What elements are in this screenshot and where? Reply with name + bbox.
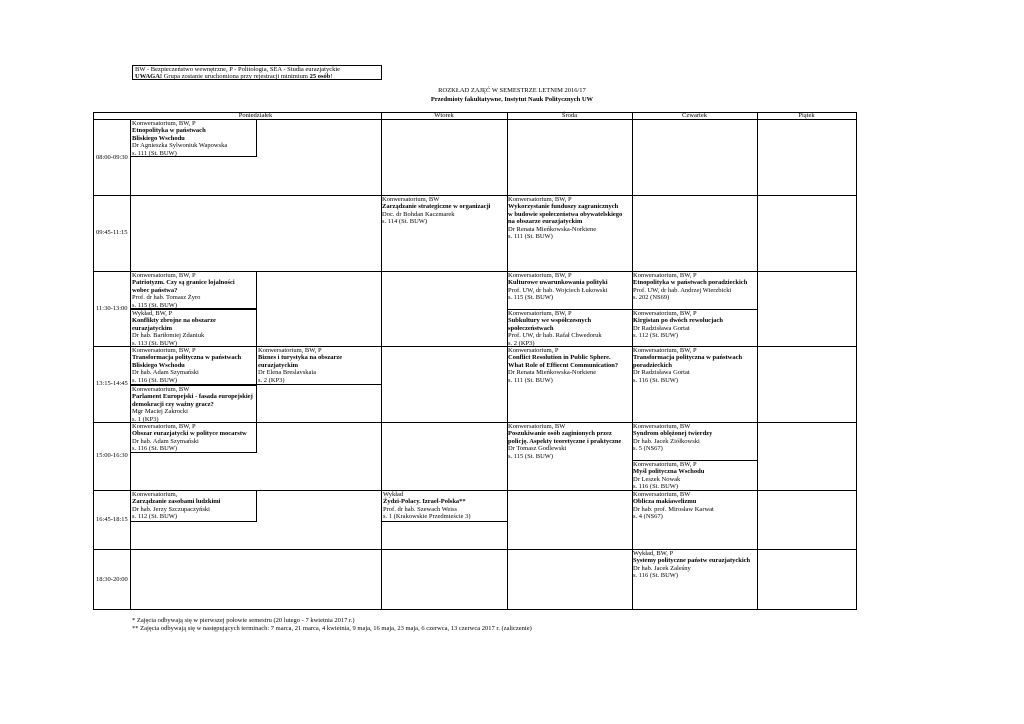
time-slot-5: 15:00-16:30	[96, 452, 128, 459]
class-entry: Konwersatorium, BW Oblicza makiawelizmu Dr hab. prof. Mirosław Karwat s. 4 (NS67)	[633, 491, 714, 521]
header-tuesday: Wtorek	[434, 112, 454, 119]
class-entry: Konwersatorium, BW Poszukiwanie osób zaginionych przez policję. Aspekty teoretyczne i praktyczne Dr Tomasz Godlewski s. 115 (St. BUW)	[508, 423, 622, 460]
class-entry: Konwersatorium, BW, P Kirgistan po dwóch rewolucjach Dr Radzisława Gortat s. 112 (St. BUW)	[633, 310, 723, 340]
page-subtitle: Przedmioty fakultatywne, Instytut Nauk Politycznych UW	[430, 96, 594, 103]
class-entry: Konwersatorium, BW Zarządzanie strategiczne w organizacji Doc. dr Bohdan Kaczmarek s. 114 (St. BUW)	[382, 196, 491, 226]
class-entry: Konwersatorium, BW, P Wykorzystanie funduszy zagranicznych w budowie społeczeństwa obywatelskiego na obszarze eurazjatyckim Dr Renata Mieńkowska-Norkiene s. 111 (St. BUW)	[508, 196, 623, 241]
header-friday: Piątek	[798, 112, 815, 119]
time-slot-6: 16:45-18:15	[96, 516, 128, 523]
class-entry: Konwersatorium, BW, P Etnopolityka w państwach Bliskiego Wschodu Dr Agnieszka Sylwoniuk Wapowska s. 111 (St. BUW)	[132, 120, 228, 157]
header-wednesday: Środa	[561, 112, 578, 119]
class-entry: Konwersatorium, BW, P Subkultury we współczesnych społeczeństwach Prof. UW, dr hab. Rafał Chwedoruk s. 2 (KP3)	[508, 310, 602, 347]
time-slot-7: 18:30-20:00	[96, 576, 128, 583]
class-entry: Wykład Żydzi-Polacy. Izrael-Polska** Prof. dr hab. Szewach Weiss s. 1 (Krakowskie Przedmieście 3)	[383, 491, 471, 521]
class-entry: Konwersatorium, BW, P Myśl polityczna Wschodu Dr Leszek Nowak s. 116 (St. BUW)	[633, 461, 705, 491]
class-entry: Konwersatorium, BW, P Biznes i turystyka na obszarze eurazjatyckim Dr Elena Breslavskaia s. 2 (KP3)	[258, 347, 343, 384]
class-entry: Konwersatorium, BW, P Patriotyzm. Czy są granice lojalności wobec państwa? Prof. dr hab. Tomasz Żyro s. 115 (St. BUW)	[132, 272, 235, 309]
legend-box	[132, 65, 382, 80]
class-entry: Konwersatorium, BW Syndrom oblężonej twierdzy Dr hab. Jacek Ziółkowski s. 5 (NS67)	[633, 423, 713, 453]
legend-line-2: UWAGA! Grupa zostanie uruchomiona przy rejestracji minimium 25 osób!	[135, 73, 333, 81]
time-slot-2: 09:45-11:15	[96, 229, 128, 236]
time-slot-4: 13:15-14:45	[96, 380, 128, 387]
class-entry: Wykład, BW, P Systemy polityczne państw eurazjatyckich Dr hab. Jacek Zaleśny s. 116 (St. BUW)	[633, 550, 751, 580]
time-slot-1: 08:00-09:30	[96, 154, 128, 161]
legend-warning: UWAGA!	[135, 73, 163, 81]
class-entry: Konwersatorium, BW, P Obszar eurazjatycki w polityce mocarstw Dr hab. Adam Szymański s. 116 (St. BUW)	[132, 423, 247, 453]
class-entry: Konwersatorium, BW Parlament Europejski - fasada europejskiej demokracji czy ważny gracz? Mgr Maciej Zakrocki s. 1 (KP3)	[132, 386, 253, 423]
class-entry: Konwersatorium, P Conflict Resolution in Public Sphere. What Role of Effiecnt Communication? Dr Renata Mieńkowska-Norkiene s. 111 (St. BUW)	[508, 347, 619, 384]
time-slot-3: 11:30-13:00	[96, 305, 128, 312]
footnote-1: * Zajęcia odbywają się w pierwszej połowie semestru (20 lutego - 7 kwietnia 2017 r.)	[132, 617, 355, 624]
header-monday: Poniedziałek	[238, 112, 273, 119]
class-entry: Wykład, BW, P Konflikty zbrojne na obszarze eurazjatyckim Dr hab. Bartłomiej Zdaniuk s. 113 (St. BUW)	[132, 310, 216, 347]
class-entry: Konwersatorium, BW, P Kulturowe uwarunkowania polityki Prof. UW, dr hab. Wojciech Łukowski s. 115 (St. BUW)	[508, 272, 608, 302]
class-entry: Konwersatorium, BW, P Etnopolityka w państwach poradzieckich Prof. UW, dr hab. Andrzej Wierzbicki s. 202 (NS69)	[633, 272, 748, 302]
header-thursday: Czwartek	[682, 112, 707, 119]
class-entry: Konwersatorium, Zarządzanie zasobami ludzkimi Dr hab. Jerzy Szczupaczyński s. 112 (St. BUW)	[132, 491, 221, 521]
footnote-2: ** Zajęcia odbywają się w następujących terminach: 7 marca, 21 marca, 4 kwietnia, 9 maja, 16 maja, 23 maja, 6 czerwca, 13 czerwca 2017 r. (zaliczenie)	[132, 625, 532, 632]
class-entry: Konwersatorium, BW, P Transformacja polityczna w państwach poradzieckich Dr Radzisława Gortat s. 116 (St. BUW)	[633, 347, 743, 384]
page-title: ROZKŁAD ZAJĘĆ W SEMESTRZE LETNIM 2016/17	[438, 87, 586, 94]
legend-line-1: BW - Bezpieczeństwo wewnętrzne, P - Politologia, SEA - Studia eurazjatyckie	[135, 66, 341, 73]
class-entry: Konwersatorium, BW, P Transformacja polityczna w państwach Bliskiego Wschodu Dr hab. Adam Szymański s. 116 (St. BUW)	[132, 347, 242, 384]
